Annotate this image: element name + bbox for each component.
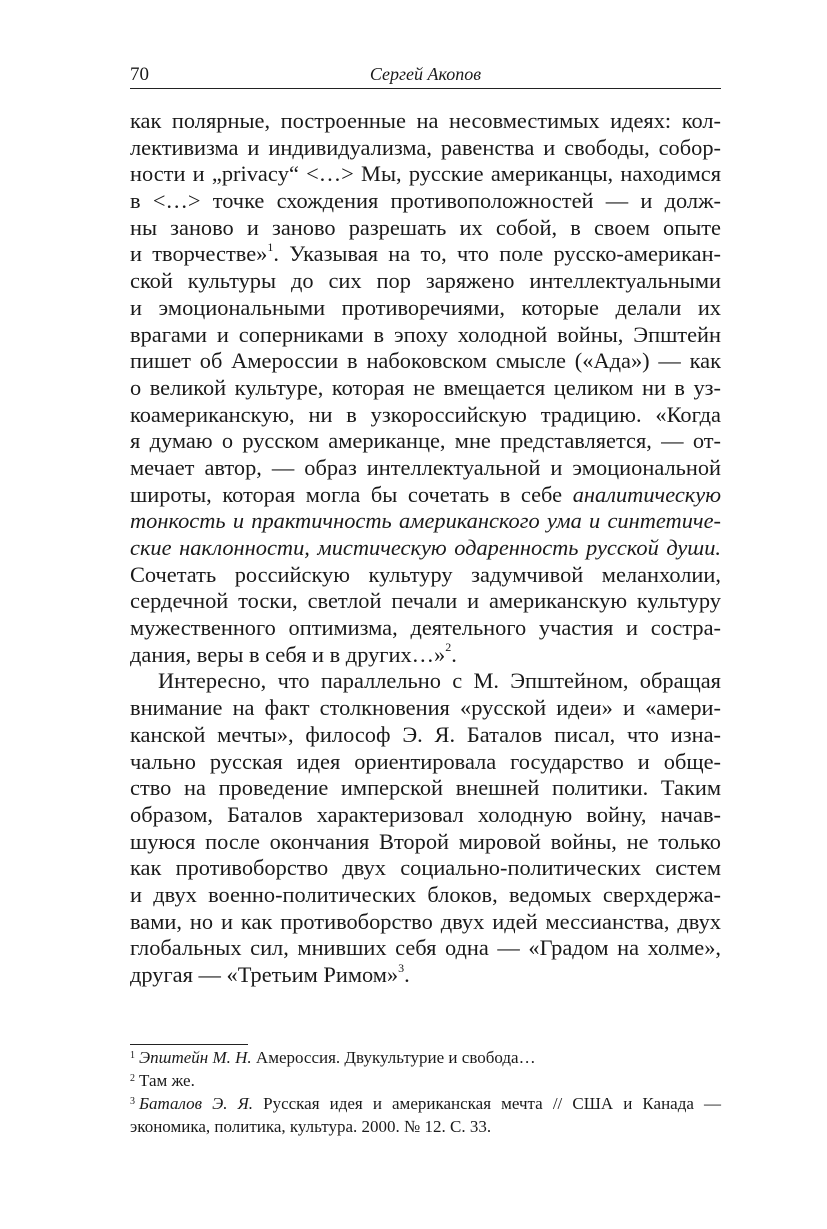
text-line: я думаю о русском американце, мне представляется, — от- (130, 428, 721, 454)
footnote-1 (130, 1046, 721, 1069)
footnotes (130, 1046, 721, 1138)
main-text (130, 108, 721, 989)
text-line: и эмоциональными противоречиями, которые делали их (130, 294, 721, 320)
text-fragment: . Указывая на то, что поле русско-американ- (273, 241, 722, 267)
text-line: ны заново и заново разрешать их собой, в своем опыте (130, 214, 721, 240)
footnote-2 (130, 1069, 721, 1092)
footnote-3-continuation: экономика, политика, культура. 2000. № 12. С. 33. (130, 1117, 492, 1136)
running-head-author: Сергей Акопов (369, 64, 482, 84)
text-line: коамериканскую, ни в узкороссийскую традицию. «Когда (130, 401, 721, 427)
footnote-divider (130, 1044, 248, 1045)
footnote-ref-1[interactable]: 1 (267, 239, 274, 254)
footnote-3 (130, 1092, 721, 1115)
text-fragment: дания, веры в себя и в других…» (130, 641, 446, 667)
text-line: как противоборство двух социально-политических систем (130, 855, 721, 881)
text-line: внимание на факт столкновения «русской идеи» и «амери- (130, 695, 721, 721)
footnote-text: Амероссия. Двукультурие и свобода… (251, 1048, 536, 1067)
text-line: шуюся после окончания Второй мировой войны, не только (130, 828, 721, 854)
text-line: ности и „privacy“ <…> Мы, русские американцы, находимся (130, 161, 721, 187)
text-line: мужественного оптимизма, деятельного участия и состра- (130, 615, 721, 641)
text-line: пишет об Амероссии в набоковском смысле («Ада») — как (130, 348, 721, 374)
text-line (130, 482, 721, 509)
text-line-italic: тонкость и практичность американского ума и синтетиче- (130, 508, 721, 534)
text-line: образом, Баталов характеризовал холодную войну, начав- (130, 801, 721, 827)
text-line: ство на проведение имперской внешней политики. Таким (130, 775, 721, 801)
text-line: врагами и соперниками в эпоху холодной войны, Эпштейн (130, 321, 721, 347)
text-line: о великой культуре, которая не вмещается целиком ни в уз- (130, 374, 721, 400)
text-fragment: широты, которая могла бы сочетать в себе (130, 481, 573, 507)
footnote-text: Там же. (139, 1071, 195, 1090)
text-line: сердечной тоски, светлой печали и американскую культуру (130, 588, 721, 614)
text-line (130, 241, 721, 268)
footnote-author: Баталов Э. Я. (139, 1094, 254, 1113)
italic-fragment: аналитическую (572, 481, 721, 507)
footnote-text: Русская идея и американская мечта // США и Канада — (253, 1094, 721, 1113)
text-fragment: другая — «Третьим Римом» (130, 962, 399, 987)
footnote-author: Эпштейн М. Н. (139, 1048, 252, 1067)
text-line: глобальных сил, мнивших себя одна — «Градом на холме», (130, 935, 721, 961)
text-line: мечает автор, — образ интеллектуальной и эмоциональной (130, 454, 721, 480)
text-fragment: . (451, 641, 457, 667)
footnote-mark: 2 (130, 1073, 135, 1084)
footnote-ref-2[interactable]: 2 (445, 640, 452, 655)
text-line: Сочетать российскую культуру задумчивой меланхолии, (130, 561, 721, 587)
text-line (130, 962, 721, 989)
text-line: и двух военно-политических блоков, ведомых сверхдержа- (130, 881, 721, 907)
text-line: как полярные, построенные на несовместимых идеях: кол- (130, 108, 721, 133)
footnote-mark: 1 (130, 1050, 135, 1061)
page-header (130, 62, 721, 89)
text-line-paragraph-start: Интересно, что параллельно с М. Эпштейном, обращая (158, 668, 721, 694)
footnote-ref-3[interactable]: 3 (398, 960, 405, 975)
text-line: в <…> точке схождения противоположностей — и долж- (130, 188, 721, 214)
text-line (130, 642, 721, 669)
text-fragment: . (404, 962, 410, 987)
text-fragment: и творчестве» (130, 241, 268, 267)
page-number: 70 (130, 64, 149, 85)
text-line: чально русская идея ориентировала государство и обще- (130, 748, 721, 774)
text-line: лективизма и индивидуализма, равенства и свободы, собор- (130, 134, 721, 160)
text-line: вами, но и как противоборство двух идей мессианства, двух (130, 908, 721, 934)
footnote-mark: 3 (130, 1096, 135, 1107)
text-line: ской культуры до сих пор заряжено интеллектуальными (130, 268, 721, 294)
text-line: канской мечты», философ Э. Я. Баталов писал, что изна- (130, 721, 721, 747)
text-line-italic: ские наклонности, мистическую одаренность русской души. (130, 535, 721, 560)
